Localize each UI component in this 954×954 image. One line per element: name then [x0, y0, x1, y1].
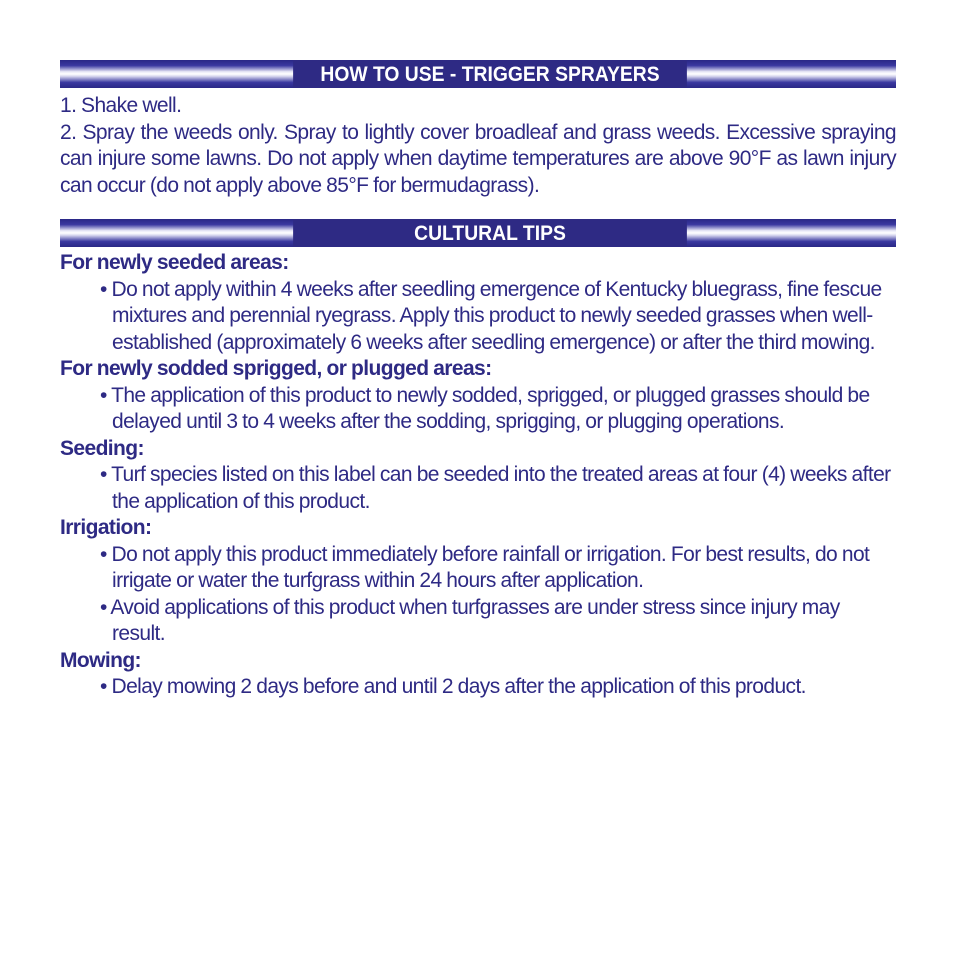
label-page	[60, 60, 896, 701]
section-heading-irrigation: Irrigation:	[60, 516, 152, 539]
step-1: 1. Shake well.	[60, 94, 182, 117]
cultural-tips-title: CULTURAL TIPS	[293, 219, 687, 247]
list-item: • Delay mowing 2 days before and until 2 days after the application of this product.	[100, 675, 806, 698]
list-item: • Do not apply this product immediately before rainfall or irrigation. For best results, do not irrigate or water the turfgrass within 24 hours after application.	[100, 542, 870, 592]
step-2: 2. Spray the weeds only. Spray to lightly cover broadleaf and grass weeds. Excessive spraying can injure some lawns. Do not apply when daytime temperatures are above 90°F as lawn injury can occur (do not apply above 85°F for bermudagrass).	[60, 120, 896, 197]
list-item: • Avoid applications of this product when turfgrasses are under stress since injury may result.	[100, 595, 840, 645]
cultural-tips-header-bar	[60, 219, 896, 247]
section-heading-seeding: Seeding:	[60, 436, 144, 460]
how-to-use-title: HOW TO USE - TRIGGER SPRAYERS	[293, 60, 687, 88]
list-item: • Turf species listed on this label can be seeded into the treated areas at four (4) weeks after the application of this product.	[100, 463, 891, 513]
how-to-use-header-bar	[60, 60, 896, 88]
cultural-tips-list	[60, 250, 896, 701]
list-item: • Do not apply within 4 weeks after seedling emergence of Kentucky bluegrass, fine fescue mixtures and perennial ryegrass. Apply this product to newly seeded grasses when well-established (approximately 6 weeks after seedling emergence) or after the third mowing.	[100, 277, 882, 354]
section-heading-newly-sodded: For newly sodded sprigged, or plugged areas:	[60, 357, 492, 380]
list-item: • The application of this product to newly sodded, sprigged, or plugged grasses should be delayed until 3 to 4 weeks after the sodding, sprigging, or plugging operations.	[100, 383, 870, 433]
section-heading-newly-seeded: For newly seeded areas:	[60, 251, 289, 274]
how-to-use-steps	[60, 93, 896, 199]
section-heading-mowing: Mowing:	[60, 648, 141, 672]
